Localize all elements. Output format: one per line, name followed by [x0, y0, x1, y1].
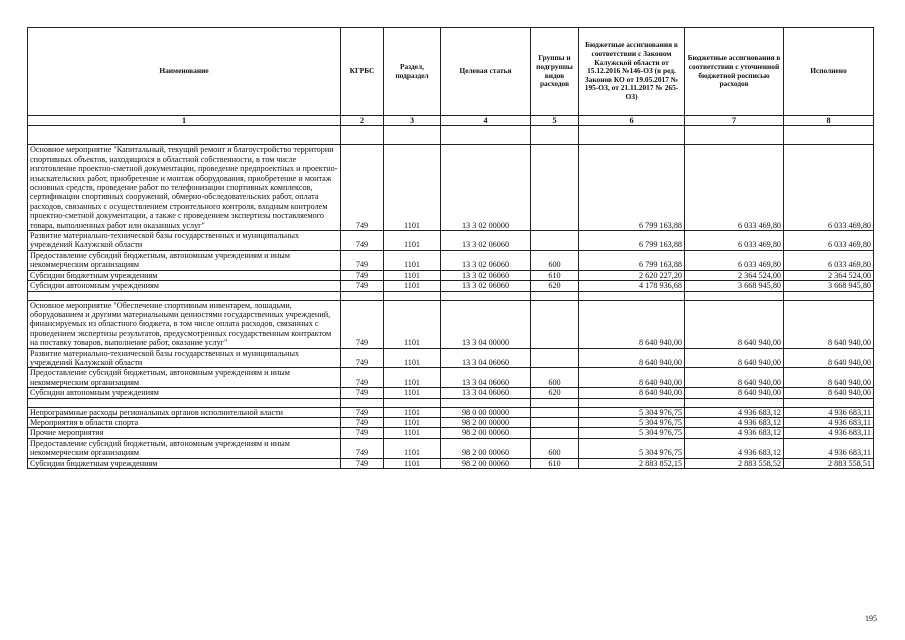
row-target-article: 98 2 00 00060 — [441, 458, 531, 468]
row-name: Мероприятия в области спорта — [28, 417, 341, 427]
column-number-row — [28, 116, 874, 126]
row-law-amount: 2 883 852,15 — [579, 458, 685, 468]
row-expense-type: 600 — [531, 368, 579, 388]
row-razdel: 1101 — [384, 348, 441, 368]
row-executed-amount: 8 640 940,00 — [784, 348, 874, 368]
row-razdel: 1101 — [384, 231, 441, 251]
row-kgrbs: 749 — [341, 250, 384, 270]
row-name: Субсидии автономным учреждениям — [28, 388, 341, 398]
row-razdel: 1101 — [384, 407, 441, 417]
row-executed-amount: 2 364 524,00 — [784, 270, 874, 280]
table-row — [28, 417, 874, 427]
row-kgrbs: 749 — [341, 145, 384, 231]
col-number: 1 — [28, 116, 341, 126]
row-razdel: 1101 — [384, 368, 441, 388]
table-row — [28, 231, 874, 251]
row-name: Субсидии бюджетным учреждениям — [28, 458, 341, 468]
row-name: Развитие материально-технической базы государственных и муниципальных учреждений Калужской области — [28, 348, 341, 368]
row-expense-type: 610 — [531, 458, 579, 468]
row-kgrbs: 749 — [341, 438, 384, 458]
row-refined-amount: 4 936 683,12 — [685, 428, 784, 438]
row-kgrbs: 749 — [341, 417, 384, 427]
row-kgrbs: 749 — [341, 428, 384, 438]
row-kgrbs: 749 — [341, 231, 384, 251]
row-name: Непрограммные расходы региональных органов исполнительной власти — [28, 407, 341, 417]
row-expense-type — [531, 300, 579, 348]
header-vid: Группы и подгруппы видов расходов — [531, 28, 579, 116]
header-row — [28, 28, 874, 116]
row-kgrbs: 749 — [341, 407, 384, 417]
row-law-amount: 5 304 976,75 — [579, 417, 685, 427]
row-razdel: 1101 — [384, 417, 441, 427]
col-number: 4 — [441, 116, 531, 126]
row-razdel: 1101 — [384, 145, 441, 231]
row-law-amount: 8 640 940,00 — [579, 368, 685, 388]
row-razdel: 1101 — [384, 458, 441, 468]
row-refined-amount: 4 936 683,12 — [685, 417, 784, 427]
row-executed-amount: 6 033 469,80 — [784, 145, 874, 231]
row-target-article: 13 3 04 06060 — [441, 388, 531, 398]
row-executed-amount: 4 936 683,11 — [784, 407, 874, 417]
row-kgrbs: 749 — [341, 368, 384, 388]
row-razdel: 1101 — [384, 281, 441, 291]
row-law-amount: 4 178 936,68 — [579, 281, 685, 291]
row-target-article: 13 3 02 06060 — [441, 281, 531, 291]
row-law-amount: 6 799 163,88 — [579, 250, 685, 270]
row-target-article: 13 3 02 06060 — [441, 231, 531, 251]
row-target-article: 13 3 02 06060 — [441, 250, 531, 270]
row-target-article: 98 2 00 00000 — [441, 417, 531, 427]
col-number: 5 — [531, 116, 579, 126]
row-kgrbs: 749 — [341, 388, 384, 398]
row-executed-amount: 4 936 683,11 — [784, 428, 874, 438]
row-law-amount: 8 640 940,00 — [579, 388, 685, 398]
row-refined-amount: 6 033 469,80 — [685, 231, 784, 251]
row-kgrbs: 749 — [341, 348, 384, 368]
table-row — [28, 407, 874, 417]
row-law-amount: 5 304 976,75 — [579, 438, 685, 458]
row-expense-type: 600 — [531, 250, 579, 270]
row-executed-amount: 8 640 940,00 — [784, 388, 874, 398]
row-law-amount: 5 304 976,75 — [579, 407, 685, 417]
row-executed-amount: 8 640 940,00 — [784, 300, 874, 348]
row-kgrbs: 749 — [341, 281, 384, 291]
row-refined-amount: 3 668 945,80 — [685, 281, 784, 291]
row-executed-amount: 4 936 683,11 — [784, 438, 874, 458]
row-law-amount: 6 799 163,88 — [579, 231, 685, 251]
col-number: 2 — [341, 116, 384, 126]
table-row — [28, 145, 874, 231]
row-refined-amount: 4 936 683,12 — [685, 438, 784, 458]
row-executed-amount: 4 936 683,11 — [784, 417, 874, 427]
table-row — [28, 250, 874, 270]
row-executed-amount: 6 033 469,80 — [784, 231, 874, 251]
row-executed-amount: 2 883 558,51 — [784, 458, 874, 468]
row-executed-amount: 3 668 945,80 — [784, 281, 874, 291]
row-name: Предоставление субсидий бюджетным, автономным учреждениям и иным некоммерческим организациям — [28, 368, 341, 388]
row-name: Прочие мероприятия — [28, 428, 341, 438]
row-name: Предоставление субсидий бюджетным, автономным учреждениям и иным некоммерческим организациям — [28, 438, 341, 458]
row-name: Основное мероприятие "Обеспечение спортивным инвентарем, лошадьми, оборудованием и другими материальными ценностями государственных учреждений, финансируемых из областного бюджета, в том числе оплата расходов, связанных с проведением экспертизы результатов, предусмотренных государственным контрактом на поставку товаров, выполнение работ, оказание услуг" — [28, 300, 341, 348]
row-target-article: 98 0 00 00000 — [441, 407, 531, 417]
row-name: Субсидии бюджетным учреждениям — [28, 270, 341, 280]
row-law-amount: 8 640 940,00 — [579, 348, 685, 368]
row-razdel: 1101 — [384, 270, 441, 280]
row-expense-type — [531, 428, 579, 438]
row-law-amount: 2 620 227,20 — [579, 270, 685, 280]
row-kgrbs: 749 — [341, 458, 384, 468]
row-refined-amount: 2 883 558,52 — [685, 458, 784, 468]
row-expense-type — [531, 348, 579, 368]
header-kgrbs: КГРБС — [341, 28, 384, 116]
row-law-amount: 5 304 976,75 — [579, 428, 685, 438]
row-expense-type — [531, 231, 579, 251]
row-razdel: 1101 — [384, 438, 441, 458]
table-row — [28, 388, 874, 398]
col-number: 8 — [784, 116, 874, 126]
row-executed-amount: 8 640 940,00 — [784, 368, 874, 388]
row-name: Предоставление субсидий бюджетным, автономным учреждениям и иным некоммерческим организациям — [28, 250, 341, 270]
row-refined-amount: 6 033 469,80 — [685, 250, 784, 270]
header-law-assignments: Бюджетные ассигнования в соответствии с Законом Калужской области от 15.12.2016 №146-ОЗ (в ред. Законов КО от 19.05.2017 № 195-ОЗ, от 21.11.2017 № 265-ОЗ) — [579, 28, 685, 116]
table-row — [28, 281, 874, 291]
row-expense-type — [531, 417, 579, 427]
row-executed-amount: 6 033 469,80 — [784, 250, 874, 270]
header-razdel: Раздел, подраздел — [384, 28, 441, 116]
row-refined-amount: 8 640 940,00 — [685, 348, 784, 368]
row-target-article: 13 3 02 06060 — [441, 270, 531, 280]
header-name: Наименование — [28, 28, 341, 116]
row-expense-type: 620 — [531, 281, 579, 291]
row-refined-amount: 4 936 683,12 — [685, 407, 784, 417]
row-expense-type: 610 — [531, 270, 579, 280]
table-row — [28, 428, 874, 438]
row-expense-type — [531, 145, 579, 231]
table-row — [28, 368, 874, 388]
row-target-article: 13 3 04 00000 — [441, 300, 531, 348]
table-row — [28, 348, 874, 368]
row-razdel: 1101 — [384, 388, 441, 398]
row-expense-type — [531, 407, 579, 417]
row-razdel: 1101 — [384, 300, 441, 348]
row-expense-type: 600 — [531, 438, 579, 458]
row-refined-amount: 6 033 469,80 — [685, 145, 784, 231]
table-row — [28, 438, 874, 458]
col-number: 7 — [685, 116, 784, 126]
row-law-amount: 6 799 163,88 — [579, 145, 685, 231]
row-razdel: 1101 — [384, 250, 441, 270]
row-name: Развитие материально-технической базы государственных и муниципальных учреждений Калужской области — [28, 231, 341, 251]
table-row — [28, 458, 874, 468]
row-target-article: 13 3 04 06060 — [441, 348, 531, 368]
header-cel: Целевая статья — [441, 28, 531, 116]
row-name: Основное мероприятие "Капитальный, текущий ремонт и благоустройство территории спортивных объектов, находящихся в областной собственности, в том числе изготовление проектно-сметной документации, проведение предпроектных и проектно-изыскательских работ, приобретение и монтаж оборудования, приобретение и монтаж основных средств, проведение работ по телефонизации спортивных комплексов, сертификации спортивных сооружений, обмерно-обследовательских работ, оплата расходов, связанных с осуществлением строительного контроля, входным контролем проектно-сметной документации, а также с проведением экспертизы поставляемого товара, выполненных работ или оказанных услуг" — [28, 145, 341, 231]
header-refined-assignments: Бюджетные ассигнования в соответствии с уточненной бюджетной росписью расходов — [685, 28, 784, 116]
row-razdel: 1101 — [384, 428, 441, 438]
row-target-article: 13 3 02 00000 — [441, 145, 531, 231]
page-number: 195 — [865, 614, 877, 623]
row-refined-amount: 8 640 940,00 — [685, 388, 784, 398]
budget-table — [27, 27, 874, 469]
row-kgrbs: 749 — [341, 270, 384, 280]
col-number: 6 — [579, 116, 685, 126]
row-refined-amount: 2 364 524,00 — [685, 270, 784, 280]
row-target-article: 98 2 00 00060 — [441, 428, 531, 438]
row-target-article: 98 2 00 00060 — [441, 438, 531, 458]
table-row — [28, 270, 874, 280]
header-executed: Исполнено — [784, 28, 874, 116]
row-refined-amount: 8 640 940,00 — [685, 368, 784, 388]
row-target-article: 13 3 04 06060 — [441, 368, 531, 388]
row-name: Субсидии автономным учреждениям — [28, 281, 341, 291]
row-expense-type: 620 — [531, 388, 579, 398]
table-row — [28, 300, 874, 348]
row-refined-amount: 8 640 940,00 — [685, 300, 784, 348]
col-number: 3 — [384, 116, 441, 126]
row-kgrbs: 749 — [341, 300, 384, 348]
row-law-amount: 8 640 940,00 — [579, 300, 685, 348]
table-body — [28, 126, 874, 469]
